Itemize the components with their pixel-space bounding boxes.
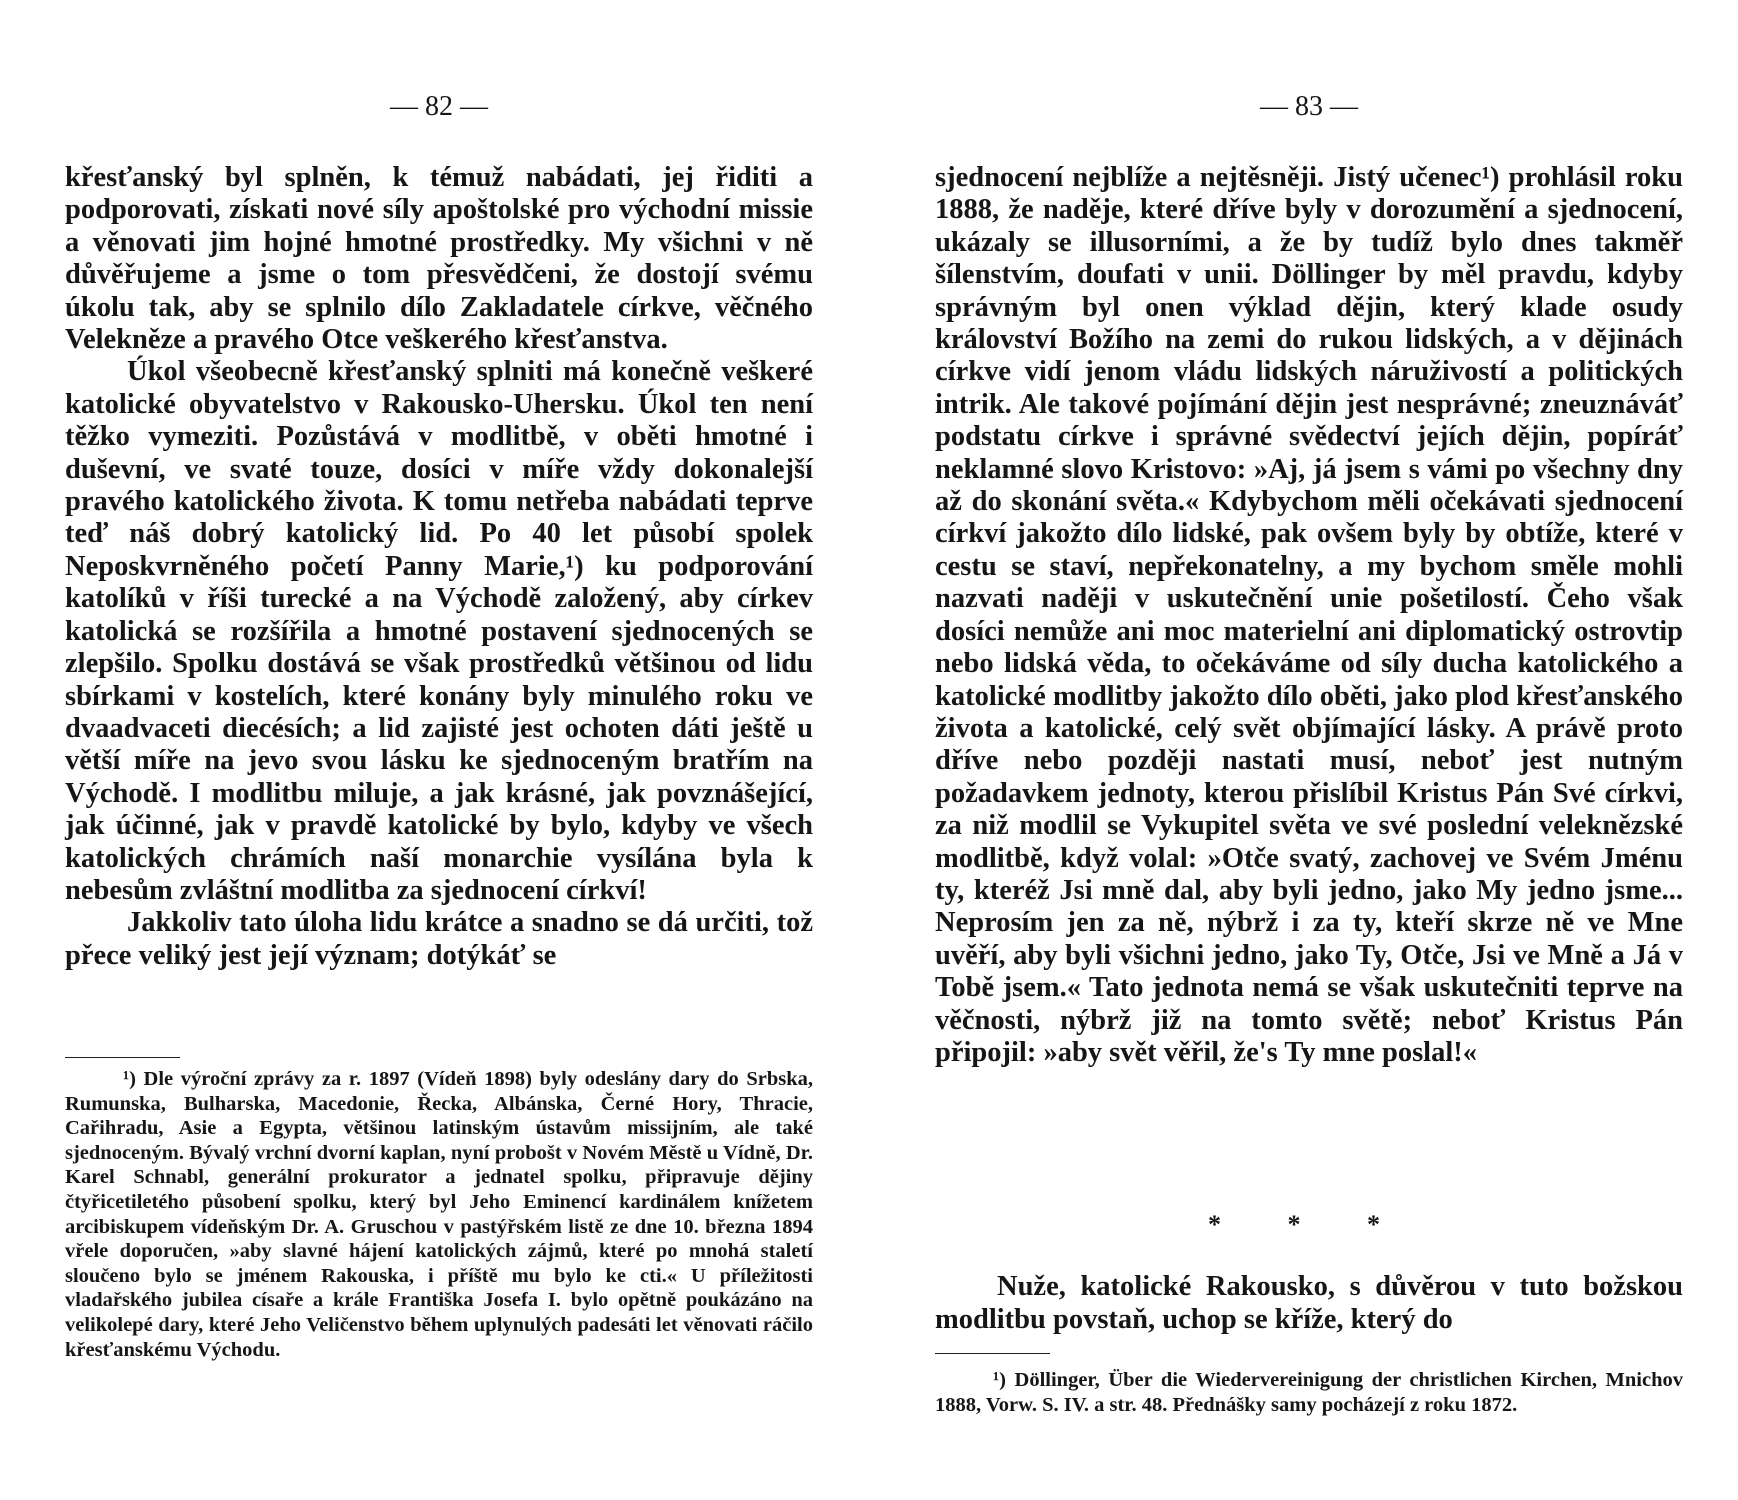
page-number-right: — 83 — <box>1260 91 1358 122</box>
footnote-right <box>935 1368 1683 1417</box>
left-paragraph-1: křesťanský byl splněn, k témuž nabádati, jej řiditi a podporovati, získati nové síly apoštolské pro východní missie a věnovati jim hojné hmotné prostředky. My všichni v ně důvěřujeme a jsme o tom přesvědčeni, že dostojí svému úkolu tak, aby se splnilo dílo Zakladatele církve, věčného Velekněze a pravého Otce veškerého křesťanstva. <box>65 162 813 356</box>
footnote-left <box>65 1067 813 1362</box>
right-paragraph-2: Nuže, katolické Rakousko, s důvěrou v tuto božskou modlitbu povstaň, uchop se kříže, který do <box>935 1271 1683 1335</box>
right-paragraph-1: sjednocení nejblíže a nejtěsněji. Jistý učenec¹) prohlásil roku 1888, že naděje, které dříve byly v dorozumění a sjednocení, ukázaly se illusorními, a že by tudíž bylo dnes takměř šílenstvím, doufati v unii. Döllinger by měl pravdu, kdyby správným byl onen výklad dějin, který klade osudy království Božího na zemi do rukou lidských, a v dějinách církve vidí jenom vládu lidských náruživostí a politických intrik. Ale takové pojímání dějin jest nesprávné; zneuznáváť podstatu církve i správné svědectví jejích dějin, popíráť neklamné slovo Kristovo: »Aj, já jsem s vámi po všechny dny až do skonání světa.« Kdybychom měli očekávati sjednocení církví jakožto dílo lidské, pak ovšem byly by obtíže, které v cestu se staví, nepřekonatelny, a my bychom směle mohli nazvati naději v uskutečnění unie pošetilostí. Čeho však dosíci nemůže ani moc materielní ani diplomatický ostrovtip nebo lidská věda, to očekáváme od síly ducha katolického a katolické modlitby jakožto dílo oběti, jako plod křesťanského života a katolické, celý svět objímající lásky. A právě proto dříve nebo později nastati musí, neboť jest nutným požadavkem jednoty, kterou přislíbil Kristus Pán Své církvi, za niž modlil se Vykupitel světa ve své poslední veleknězské modlitbě, když volal: »Otče svatý, zachovej ve Svém Jménu ty, kteréž Jsi mně dal, aby byli jedno, jako My jedno jsme... Neprosím jen za ně, nýbrž i za ty, kteří skrze ně ve Mne uvěří, aby byli všichni jedno, jako Ty, Otče, Jsi ve Mně a Já v Tobě jsem.« Tato jednota nemá se však uskutečniti teprve na věčnosti, nýbrž již na tomto světě; neboť Kristus Pán připojil: »aby svět věřil, že's Ty mne poslal!« <box>935 162 1684 1068</box>
page-number-left: — 82 — <box>390 91 488 122</box>
footnote-left-text: ¹) Dle výroční zprávy za r. 1897 (Vídeň 1898) byly odeslány dary do Srbska, Rumunska, Bulharska, Macedonie, Řecka, Albánska, Černé Hory, Thracie, Cařihradu, Asie a Egypta, většinou latinským ústavům missijním, ale také sjednoceným. Bývalý vrchní dvorní kaplan, nyní probošt v Novém Městě u Vídně, Dr. Karel Schnabl, generální prokurator a jednatel spolku, připravuje dějiny čtyřicetiletého působení spolku, který byl Jeho Eminencí kardinálem knížetem arcibiskupem vídeňským Dr. A. Gruschou v pastýřském listě ze dne 10. března 1894 vřele doporučen, »aby slavné hájení katolických zájmů, které po mnohá staletí sloučeno bylo se jménem Rakouska, i příště mu bylo ke cti.« U příležitosti vladařského jubilea císaře a krále Františka Josefa I. bylo opětně poukázáno na velikolepé dary, které Jeho Veličenstvo během uplynulých padesáti let věnovati ráčilo křesťanskému Východu. <box>65 1068 813 1361</box>
right-page <box>935 0 1683 1500</box>
right-closing-text <box>935 1270 1683 1336</box>
right-body-text <box>935 162 1683 1069</box>
left-page <box>65 0 813 1500</box>
left-paragraph-2: Úkol všeobecně křesťanský splniti má konečně veškeré katolické obyvatelstvo v Rakousko-Uhersku. Úkol ten není těžko vymeziti. Pozůstává v modlitbě, v oběti hmotné i duševní, ve svaté touze, dosíci v míře vždy dokonalejší pravého katolického života. K tomu netřeba nabádati teprve teď náš dobrý katolický lid. Po 40 let působí spolek Neposkvrněného početí Panny Marie,¹) ku podporování katolíků v říši turecké a na Východě založený, aby církev katolická se rozšířila a hmotné postavení sjednocených se zlepšilo. Spolku dostává se však prostředků většinou od lidu sbírkami v kostelích, které konány byly minulého roku ve dvaadvaceti diecésích; a lid zajisté jest ochoten dáti ještě u větší míře na jevo svou lásku ke sjednoceným bratřím na Východě. I modlitbu miluje, a jak krásné, jak povznášející, jak účinné, jak v pravdě katolické by bylo, kdyby ve všech katolických chrámích naší monarchie vysílána byla k nebesům zvláštní modlitba za sjednocení církví! <box>65 356 813 906</box>
footnote-right-text: ¹) Döllinger, Über die Wiedervereinigung der christlichen Kirchen, Mnichov 1888, Vorw. S. IV. a str. 48. Přednášky samy pocházejí z roku 1872. <box>935 1369 1683 1416</box>
footnote-rule-right <box>935 1353 1050 1354</box>
left-paragraph-3: Jakkoliv tato úloha lidu krátce a snadno se dá určiti, tož přece veliký jest její význam; dotýkáť se <box>65 907 813 971</box>
asterism: * * * <box>1208 1210 1410 1239</box>
left-body-text <box>65 162 813 972</box>
footnote-rule-left <box>65 1057 180 1058</box>
